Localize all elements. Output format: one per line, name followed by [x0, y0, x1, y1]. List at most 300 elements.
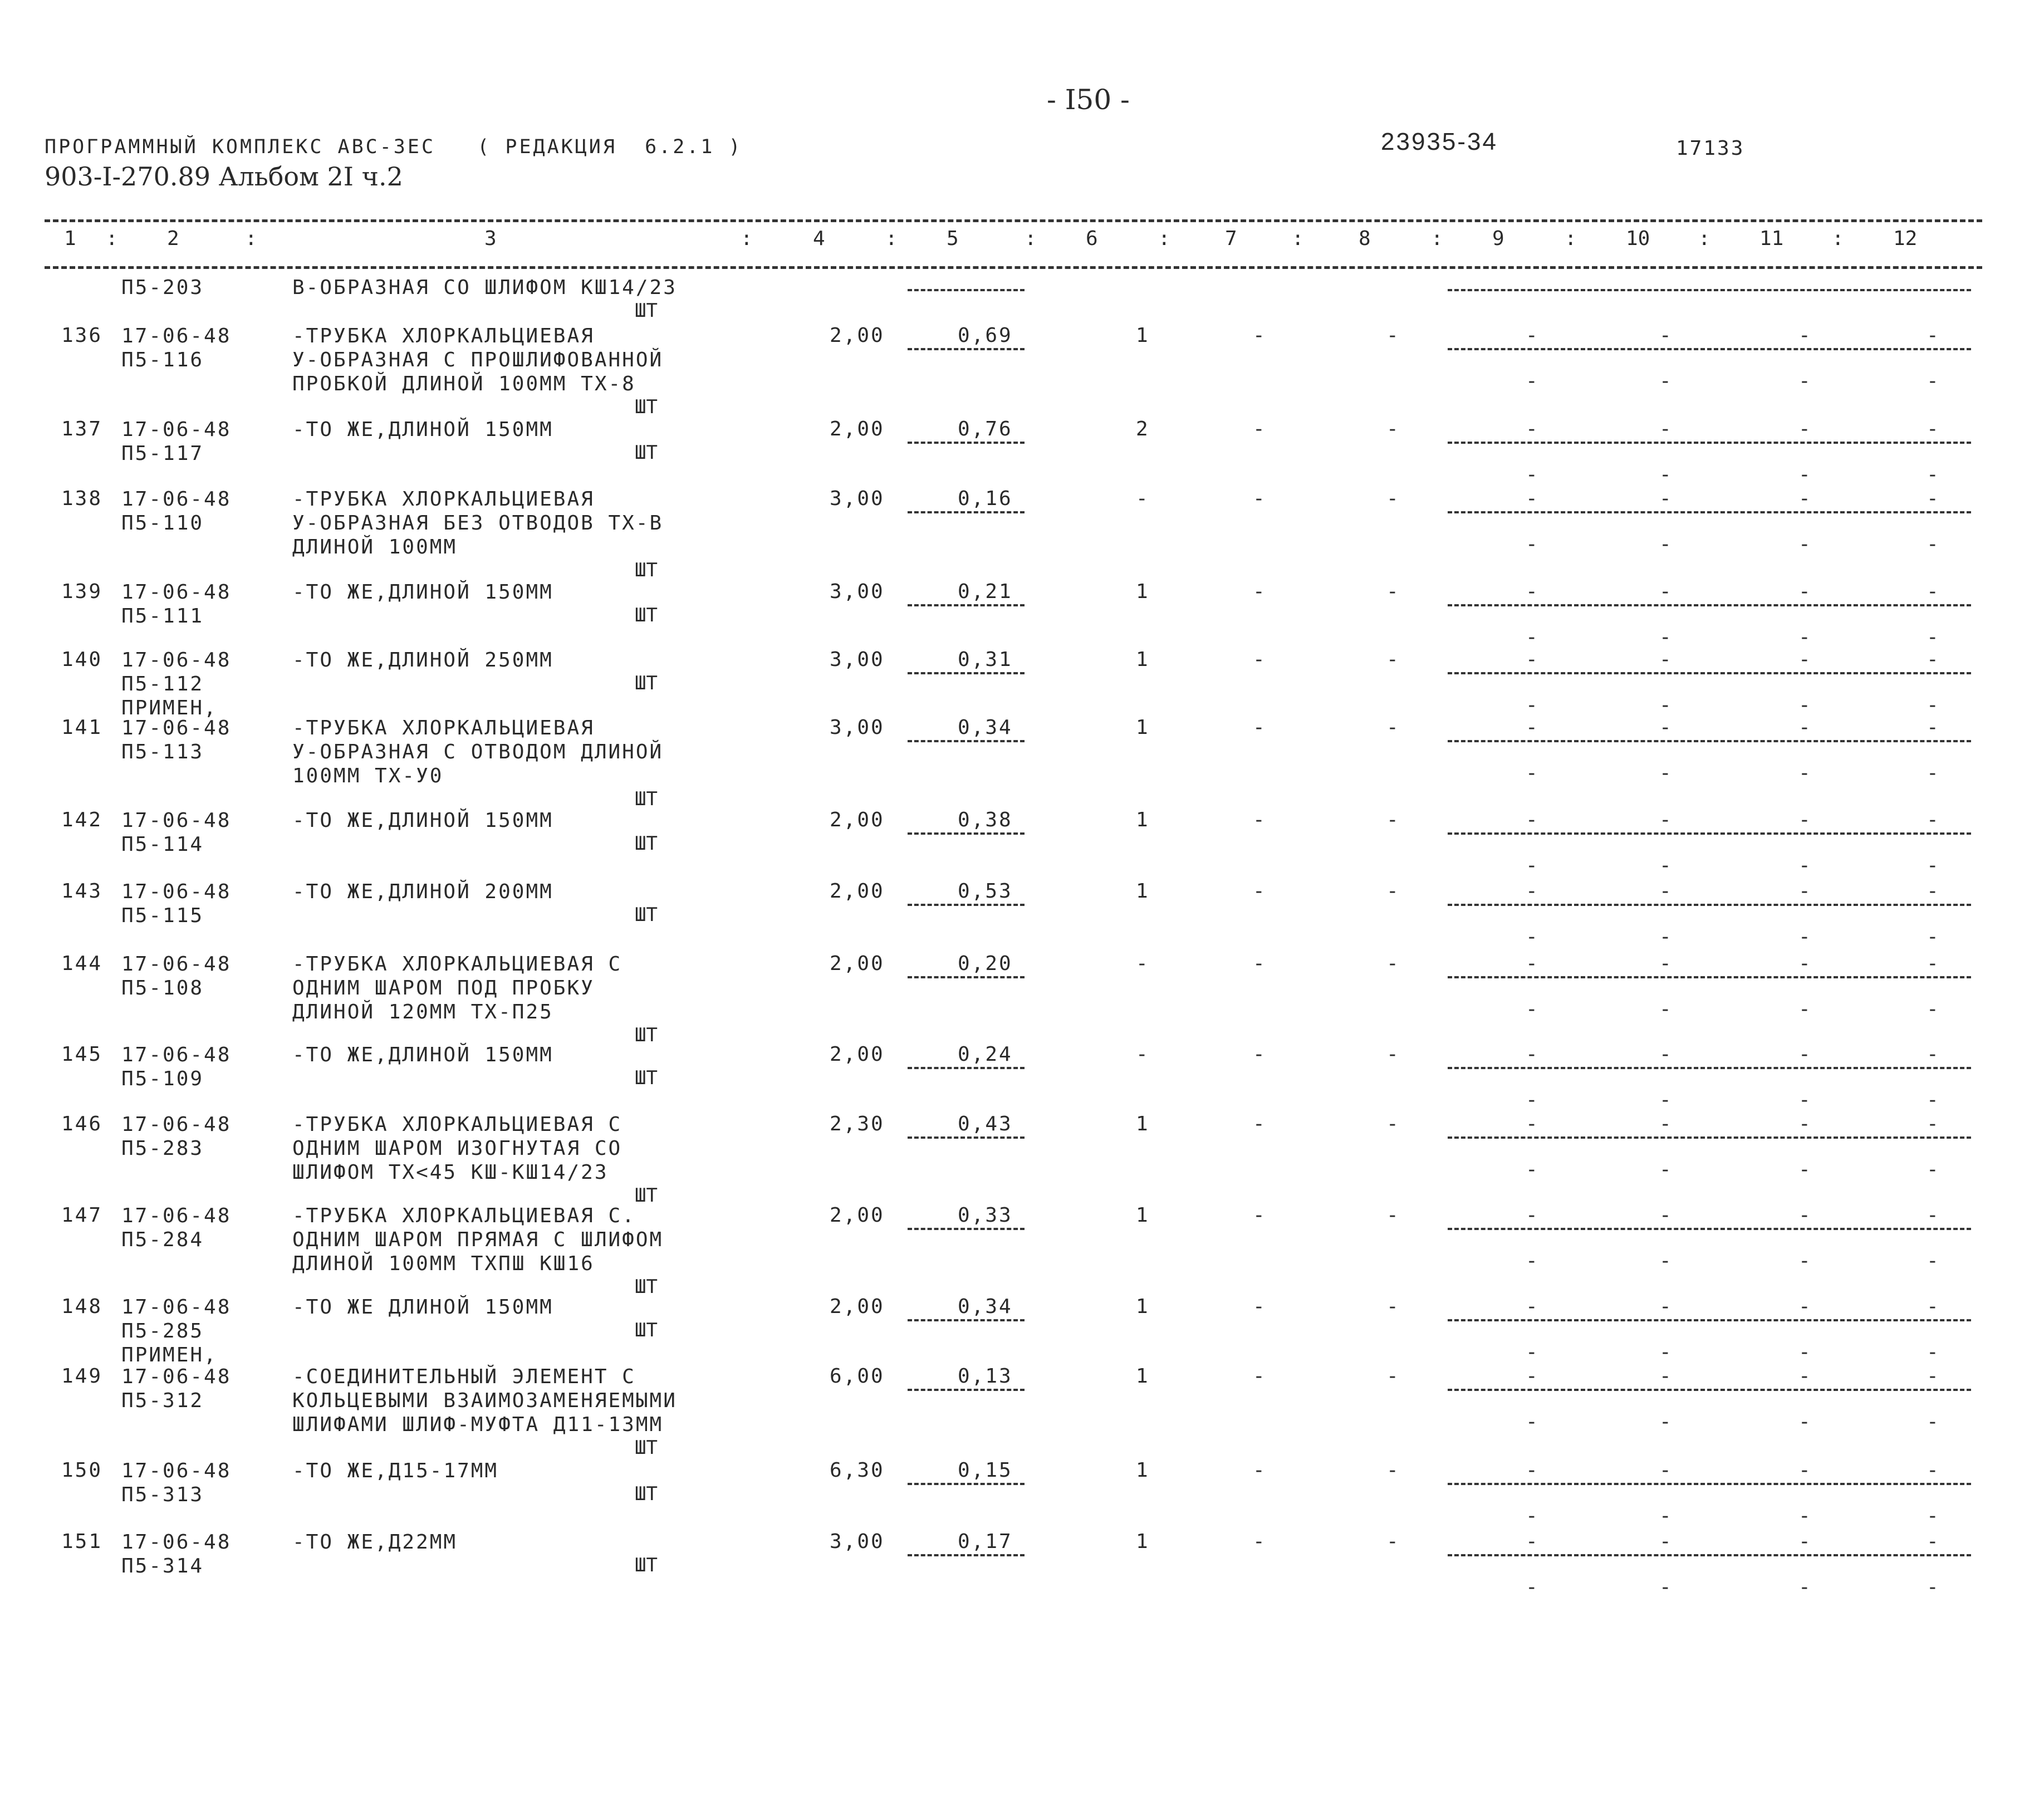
- col8-value: -: [1386, 1530, 1399, 1553]
- col4-value: 2,00: [830, 418, 885, 440]
- c10-value-lower: -: [1659, 694, 1672, 717]
- c12-value-lower: -: [1927, 1410, 1939, 1433]
- column-header: 1: [64, 227, 76, 250]
- item-code: [121, 1204, 231, 1252]
- c10-value: -: [1659, 809, 1672, 831]
- row-number: 143: [61, 880, 103, 903]
- split-rule: [1448, 1136, 1971, 1139]
- item-description-line: ОДНИМ ШАРОМ ПОД ПРОБКУ: [292, 977, 595, 1000]
- c11-value-lower: -: [1798, 925, 1811, 948]
- price-rule: [908, 348, 1025, 350]
- column-separator: :: [1158, 227, 1170, 250]
- price-value: 0,53: [958, 880, 1013, 903]
- c9-value: -: [1526, 1365, 1538, 1388]
- col6-value: 1: [1136, 1365, 1148, 1388]
- item-description-line: -ТО ЖЕ,Д15-17ММ: [292, 1459, 499, 1482]
- split-rule: [1448, 672, 1971, 674]
- col7-value: -: [1253, 952, 1265, 975]
- c12-value: -: [1927, 1043, 1939, 1066]
- c9-value: -: [1526, 1204, 1538, 1227]
- c11-value-lower: -: [1798, 998, 1811, 1021]
- c10-value: -: [1659, 324, 1672, 347]
- c11-value: -: [1798, 1365, 1811, 1388]
- col4-value: 2,00: [830, 1204, 885, 1227]
- c12-value: -: [1927, 880, 1939, 903]
- item-code-line: 17-06-48: [121, 649, 232, 672]
- c12-value: -: [1927, 1530, 1939, 1553]
- c10-value-lower: -: [1659, 463, 1672, 486]
- c9-value-lower: -: [1526, 762, 1538, 785]
- price-value: 0,38: [958, 809, 1013, 831]
- price-value: 0,16: [958, 487, 1013, 510]
- item-code: [121, 716, 231, 764]
- price-value: 0,13: [958, 1365, 1013, 1388]
- col6-value: 1: [1136, 580, 1148, 603]
- col6-value: 1: [1136, 1295, 1148, 1318]
- row-number: 148: [61, 1295, 103, 1318]
- unit-label: ШТ: [635, 604, 658, 626]
- item-code-line: ПРИМЕН,: [121, 1344, 218, 1366]
- unit-label: ШТ: [635, 1067, 658, 1089]
- price-value: 0,34: [958, 716, 1013, 739]
- price-rule: [908, 442, 1025, 444]
- item-code-line: 17-06-48: [121, 809, 232, 832]
- col7-value: -: [1253, 1043, 1265, 1066]
- document-code: 17133: [1676, 137, 1745, 160]
- unit-label: ШТ: [635, 442, 658, 464]
- split-rule: [1448, 832, 1971, 835]
- c11-value-lower: -: [1798, 1410, 1811, 1433]
- row-number: 140: [61, 648, 103, 671]
- item-code: [121, 648, 231, 720]
- c10-value: -: [1659, 952, 1672, 975]
- price-rule: [908, 740, 1025, 742]
- c9-value: -: [1526, 952, 1538, 975]
- price-value: 0,33: [958, 1204, 1013, 1227]
- c11-value: -: [1798, 716, 1811, 739]
- item-description-line: ДЛИНОЙ 100ММ ТХПШ КШ16: [292, 1252, 595, 1275]
- c11-value: -: [1798, 418, 1811, 440]
- col6-value: 1: [1136, 1530, 1148, 1553]
- unit-label: ШТ: [635, 1184, 658, 1207]
- c10-value: -: [1659, 1043, 1672, 1066]
- col7-value: -: [1253, 1113, 1265, 1135]
- c12-value-lower: -: [1927, 1089, 1939, 1111]
- item-description-line: У-ОБРАЗНАЯ С ПРОШЛИФОВАННОЙ: [292, 349, 664, 371]
- c10-value-lower: -: [1659, 1576, 1672, 1599]
- item-code-line: П5-314: [121, 1555, 204, 1578]
- item-description-line: ДЛИНОЙ 100ММ: [292, 536, 458, 559]
- c12-value-lower: -: [1927, 1341, 1939, 1364]
- c12-value-lower: -: [1927, 370, 1939, 393]
- item-code: [121, 1295, 231, 1367]
- price-value: 0,69: [958, 324, 1013, 347]
- c12-value-lower: -: [1927, 925, 1939, 948]
- price-rule: [908, 511, 1025, 513]
- split-rule: [1448, 442, 1971, 444]
- c10-value: -: [1659, 1204, 1672, 1227]
- item-description: [292, 1043, 553, 1067]
- col8-value: -: [1386, 487, 1399, 510]
- col6-value: 1: [1136, 648, 1148, 671]
- item-description-line: -ТРУБКА ХЛОРКАЛЬЦИЕВАЯ: [292, 717, 595, 739]
- row-number: 138: [61, 487, 103, 510]
- column-separator: :: [1431, 227, 1443, 250]
- item-description-line: -ТО ЖЕ ДЛИНОЙ 150ММ: [292, 1296, 553, 1319]
- c11-value: -: [1798, 1295, 1811, 1318]
- c10-value-lower: -: [1659, 762, 1672, 785]
- item-code-line: П5-114: [121, 833, 204, 856]
- column-header: 10: [1626, 227, 1650, 250]
- col6-value: 1: [1136, 716, 1148, 739]
- item-code-line: П5-110: [121, 512, 204, 535]
- c11-value: -: [1798, 1113, 1811, 1135]
- item-description-line: У-ОБРАЗНАЯ С ОТВОДОМ ДЛИНОЙ: [292, 741, 664, 763]
- item-code-line: П5-108: [121, 977, 204, 1000]
- continuation-rule: [908, 289, 1025, 291]
- col6-value: 1: [1136, 809, 1148, 831]
- col8-value: -: [1386, 1113, 1399, 1135]
- col4-value: 3,00: [830, 487, 885, 510]
- item-description-line: -ТО ЖЕ,ДЛИНОЙ 150ММ: [292, 418, 553, 441]
- price-rule: [908, 604, 1025, 606]
- c11-value: -: [1798, 1204, 1811, 1227]
- item-description-line: -ТО ЖЕ,ДЛИНОЙ 150ММ: [292, 1044, 553, 1066]
- col4-value: 3,00: [830, 580, 885, 603]
- c11-value-lower: -: [1798, 1089, 1811, 1111]
- col6-value: 1: [1136, 1459, 1148, 1482]
- col7-value: -: [1253, 1530, 1265, 1553]
- price-value: 0,20: [958, 952, 1013, 975]
- item-description-line: КОЛЬЦЕВЫМИ ВЗАИМОЗАМЕНЯЕМЫМИ: [292, 1389, 677, 1412]
- unit-label: ШТ: [635, 1319, 658, 1341]
- c10-value-lower: -: [1659, 370, 1672, 393]
- page-number: - I50 -: [1047, 84, 1130, 116]
- item-description: [292, 880, 553, 904]
- split-rule: [1448, 604, 1971, 606]
- price-rule: [908, 1389, 1025, 1391]
- item-description-line: 100ММ ТХ-У0: [292, 765, 444, 787]
- c11-value-lower: -: [1798, 370, 1811, 393]
- c12-value: -: [1927, 487, 1939, 510]
- col6-value: 1: [1136, 324, 1148, 347]
- col7-value: -: [1253, 809, 1265, 831]
- column-separator: :: [1832, 227, 1844, 250]
- c12-value: -: [1927, 580, 1939, 603]
- col8-value: -: [1386, 580, 1399, 603]
- item-code-line: 17-06-48: [121, 1531, 232, 1554]
- c12-value-lower: -: [1927, 533, 1939, 556]
- item-code-line: 17-06-48: [121, 325, 232, 347]
- item-code-line: 17-06-48: [121, 418, 232, 441]
- c11-value: -: [1798, 487, 1811, 510]
- col7-value: -: [1253, 580, 1265, 603]
- column-separator: :: [106, 227, 118, 250]
- c10-value-lower: -: [1659, 925, 1672, 948]
- continuation-rule: [1448, 289, 1971, 291]
- col8-value: -: [1386, 880, 1399, 903]
- item-description: [292, 487, 663, 559]
- c12-value-lower: -: [1927, 1576, 1939, 1599]
- c11-value: -: [1798, 580, 1811, 603]
- item-description-line: ОДНИМ ШАРОМ ИЗОГНУТАЯ СО: [292, 1137, 622, 1160]
- col7-value: -: [1253, 418, 1265, 440]
- c10-value: -: [1659, 1113, 1672, 1135]
- col8-value: -: [1386, 324, 1399, 347]
- col7-value: -: [1253, 880, 1265, 903]
- col7-value: -: [1253, 324, 1265, 347]
- item-description-line: -ТРУБКА ХЛОРКАЛЬЦИЕВАЯ: [292, 488, 595, 511]
- item-code-line: 17-06-48: [121, 1204, 232, 1227]
- item-code-line: 17-06-48: [121, 1459, 232, 1482]
- c10-value: -: [1659, 1459, 1672, 1482]
- price-value: 0,43: [958, 1113, 1013, 1135]
- item-code-line: 17-06-48: [121, 880, 232, 903]
- c10-value: -: [1659, 880, 1672, 903]
- c11-value: -: [1798, 1043, 1811, 1066]
- col8-value: -: [1386, 716, 1399, 739]
- item-code-line: П5-285: [121, 1320, 204, 1343]
- col8-value: -: [1386, 1459, 1399, 1482]
- c9-value-lower: -: [1526, 925, 1538, 948]
- unit-label: ШТ: [635, 832, 658, 855]
- item-code-line: П5-284: [121, 1228, 204, 1251]
- split-rule: [1448, 511, 1971, 513]
- unit-label: ШТ: [635, 1483, 658, 1505]
- column-header: 6: [1086, 227, 1098, 250]
- c12-value: -: [1927, 418, 1939, 440]
- col4-value: 2,00: [830, 1295, 885, 1318]
- c10-value-lower: -: [1659, 1250, 1672, 1272]
- price-value: 0,15: [958, 1459, 1013, 1482]
- item-description-line: ДЛИНОЙ 120ММ ТХ-П25: [292, 1001, 553, 1023]
- c9-value-lower: -: [1526, 1250, 1538, 1272]
- column-header: 11: [1759, 227, 1784, 250]
- c9-value: -: [1526, 418, 1538, 440]
- item-description: [292, 1204, 663, 1276]
- c9-value: -: [1526, 648, 1538, 671]
- c11-value-lower: -: [1798, 463, 1811, 486]
- c9-value-lower: -: [1526, 1410, 1538, 1433]
- item-description: [292, 1365, 677, 1437]
- c9-value-lower: -: [1526, 1576, 1538, 1599]
- c10-value: -: [1659, 716, 1672, 739]
- c12-value-lower: -: [1927, 762, 1939, 785]
- col4-value: 2,00: [830, 880, 885, 903]
- price-rule: [908, 1228, 1025, 1230]
- item-description: [292, 1530, 457, 1554]
- c10-value-lower: -: [1659, 998, 1672, 1021]
- c11-value-lower: -: [1798, 533, 1811, 556]
- item-code-line: П5-113: [121, 741, 204, 763]
- document-number: 23935-34: [1381, 128, 1498, 155]
- c11-value: -: [1798, 1459, 1811, 1482]
- item-code-line: П5-109: [121, 1067, 204, 1090]
- c12-value-lower: -: [1927, 463, 1939, 486]
- c12-value: -: [1927, 809, 1939, 831]
- item-description-line: ШЛИФАМИ ШЛИФ-МУФТА Д11-13ММ: [292, 1413, 664, 1436]
- c9-value-lower: -: [1526, 463, 1538, 486]
- c12-value: -: [1927, 1113, 1939, 1135]
- col7-value: -: [1253, 1365, 1265, 1388]
- unit-label: ШТ: [635, 904, 658, 926]
- col6-value: 1: [1136, 1204, 1148, 1227]
- row-number: 139: [61, 580, 103, 603]
- c11-value-lower: -: [1798, 1576, 1811, 1599]
- price-rule: [908, 1319, 1025, 1321]
- column-header: 2: [167, 227, 179, 250]
- split-rule: [1448, 1483, 1971, 1485]
- item-description: [292, 324, 663, 396]
- item-code-line: 17-06-48: [121, 1044, 232, 1066]
- c9-value-lower: -: [1526, 854, 1538, 877]
- continuation-text: В-ОБРАЗНАЯ СО ШЛИФОМ КШ14/23: [292, 276, 677, 299]
- c9-value: -: [1526, 324, 1538, 347]
- item-code-line: П5-117: [121, 442, 204, 465]
- column-header: 3: [484, 227, 497, 250]
- item-code: [121, 1530, 231, 1578]
- col7-value: -: [1253, 1204, 1265, 1227]
- c9-value: -: [1526, 1113, 1538, 1135]
- item-code: [121, 1043, 231, 1091]
- c9-value: -: [1526, 1295, 1538, 1318]
- item-description: [292, 648, 553, 672]
- unit-label: ШТ: [635, 1554, 658, 1576]
- split-rule: [1448, 1389, 1971, 1391]
- column-header: 12: [1893, 227, 1918, 250]
- row-number: 149: [61, 1365, 103, 1388]
- col6-value: -: [1136, 952, 1148, 975]
- c9-value-lower: -: [1526, 370, 1538, 393]
- split-rule: [1448, 976, 1971, 978]
- col8-value: -: [1386, 418, 1399, 440]
- item-code-line: П5-112: [121, 673, 204, 695]
- col4-value: 6,00: [830, 1365, 885, 1388]
- c11-value-lower: -: [1798, 762, 1811, 785]
- c10-value: -: [1659, 487, 1672, 510]
- item-code: [121, 1459, 231, 1507]
- column-separator: :: [1565, 227, 1577, 250]
- c10-value: -: [1659, 580, 1672, 603]
- c9-value: -: [1526, 809, 1538, 831]
- item-description-line: -ТО ЖЕ,ДЛИНОЙ 150ММ: [292, 809, 553, 832]
- item-description-line: ПРОБКОЙ ДЛИНОЙ 100ММ ТХ-8: [292, 373, 636, 395]
- c10-value-lower: -: [1659, 626, 1672, 649]
- column-header: 8: [1359, 227, 1371, 250]
- c12-value-lower: -: [1927, 1505, 1939, 1527]
- c10-value: -: [1659, 648, 1672, 671]
- price-value: 0,76: [958, 418, 1013, 440]
- column-separator: :: [1698, 227, 1710, 250]
- item-code: [121, 880, 231, 928]
- c10-value: -: [1659, 1295, 1672, 1318]
- c12-value: -: [1927, 1295, 1939, 1318]
- c9-value-lower: -: [1526, 626, 1538, 649]
- col8-value: -: [1386, 1365, 1399, 1388]
- item-description: [292, 1295, 553, 1319]
- unit-label: ШТ: [635, 396, 658, 418]
- c11-value: -: [1798, 324, 1811, 347]
- c10-value: -: [1659, 1530, 1672, 1553]
- item-code-line: 17-06-48: [121, 953, 232, 976]
- split-rule: [1448, 740, 1971, 742]
- c12-value-lower: -: [1927, 626, 1939, 649]
- price-rule: [908, 1067, 1025, 1069]
- c11-value: -: [1798, 1530, 1811, 1553]
- row-number: 136: [61, 324, 103, 347]
- item-code-line: 17-06-48: [121, 1113, 232, 1136]
- unit-label: ШТ: [635, 1437, 658, 1459]
- item-description-line: -ТО ЖЕ,ДЛИНОЙ 250ММ: [292, 649, 553, 672]
- c10-value-lower: -: [1659, 854, 1672, 877]
- split-rule: [1448, 904, 1971, 906]
- item-code: [121, 487, 231, 535]
- split-rule: [1448, 1067, 1971, 1069]
- item-code-line: 17-06-48: [121, 1365, 232, 1388]
- c11-value: -: [1798, 648, 1811, 671]
- c11-value: -: [1798, 809, 1811, 831]
- col6-value: -: [1136, 487, 1148, 510]
- item-code: [121, 1113, 231, 1160]
- column-separator: :: [245, 227, 257, 250]
- item-code-line: 17-06-48: [121, 488, 232, 511]
- item-code-line: П5-283: [121, 1137, 204, 1160]
- item-code-line: П5-116: [121, 349, 204, 371]
- c12-value: -: [1927, 1365, 1939, 1388]
- c9-value: -: [1526, 580, 1538, 603]
- col4-value: 2,00: [830, 809, 885, 831]
- header-rule-top: [45, 219, 1982, 222]
- c9-value: -: [1526, 487, 1538, 510]
- program-title: ПРОГРАММНЫЙ КОМПЛЕКС АВС-3ЕС ( РЕДАКЦИЯ 6.2.1 ): [45, 136, 743, 158]
- col8-value: -: [1386, 1204, 1399, 1227]
- c9-value-lower: -: [1526, 1505, 1538, 1527]
- c11-value-lower: -: [1798, 1505, 1811, 1527]
- c12-value-lower: -: [1927, 694, 1939, 717]
- col8-value: -: [1386, 952, 1399, 975]
- row-number: 151: [61, 1530, 103, 1553]
- col4-value: 6,30: [830, 1459, 885, 1482]
- c12-value-lower: -: [1927, 1158, 1939, 1181]
- col8-value: -: [1386, 648, 1399, 671]
- col8-value: -: [1386, 1043, 1399, 1066]
- item-description-line: -ТО ЖЕ,ДЛИНОЙ 200ММ: [292, 880, 553, 903]
- item-code-line: П5-313: [121, 1483, 204, 1506]
- c12-value: -: [1927, 648, 1939, 671]
- unit-label: ШТ: [635, 788, 658, 810]
- c11-value: -: [1798, 880, 1811, 903]
- price-rule: [908, 672, 1025, 674]
- price-value: 0,34: [958, 1295, 1013, 1318]
- row-number: 150: [61, 1459, 103, 1482]
- col8-value: -: [1386, 809, 1399, 831]
- item-code-line: 17-06-48: [121, 1296, 232, 1319]
- row-number: 141: [61, 716, 103, 739]
- column-header: 4: [813, 227, 825, 250]
- col6-value: 1: [1136, 1113, 1148, 1135]
- c11-value: -: [1798, 952, 1811, 975]
- price-rule: [908, 1136, 1025, 1139]
- item-code-line: ПРИМЕН,: [121, 697, 218, 719]
- c10-value-lower: -: [1659, 533, 1672, 556]
- document-title: 903-I-270.89 Альбом 2I ч.2: [45, 161, 403, 192]
- split-rule: [1448, 1319, 1971, 1321]
- item-code: [121, 809, 231, 856]
- price-rule: [908, 1554, 1025, 1556]
- row-number: 137: [61, 418, 103, 440]
- item-description-line: -СОЕДИНИТЕЛЬНЫЙ ЭЛЕМЕНТ С: [292, 1365, 636, 1388]
- continuation-unit: ШТ: [635, 300, 658, 322]
